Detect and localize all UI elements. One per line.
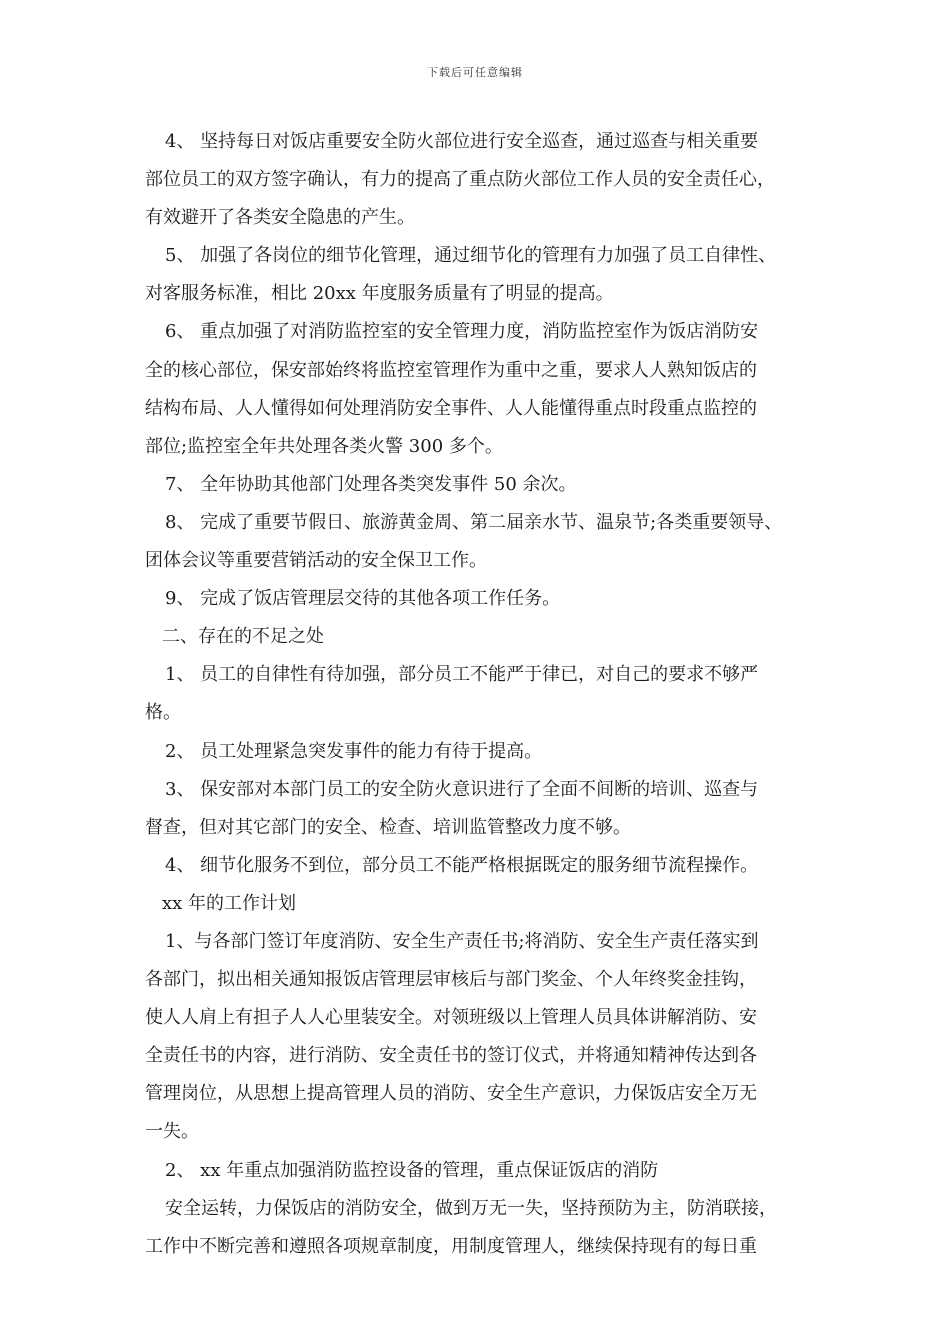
paragraph-line: 1、与各部门签订年度消防、安全生产责任书;将消防、安全生产责任落实到 xyxy=(165,930,759,952)
paragraph-line: 6、 重点加强了对消防监控室的安全管理力度，消防监控室作为饭店消防安 xyxy=(165,321,759,343)
paragraph-line: 团体会议等重要营销活动的安全保卫工作。 xyxy=(145,550,487,572)
paragraph-line: 部位员工的双方签字确认，有力的提高了重点防火部位工作人员的安全责任心， xyxy=(145,169,775,191)
page-header: 下载后可任意编辑 xyxy=(427,66,523,79)
paragraph-line: 4、 细节化服务不到位，部分员工不能严格根据既定的服务细节流程操作。 xyxy=(165,854,759,876)
section-heading: 二、存在的不足之处 xyxy=(162,626,324,648)
paragraph-line: 使人人肩上有担子人人心里装安全。对领班级以上管理人员具体讲解消防、安 xyxy=(145,1007,757,1029)
paragraph-line: 格。 xyxy=(145,702,181,724)
paragraph-line: 3、 保安部对本部门员工的安全防火意识进行了全面不间断的培训、巡查与 xyxy=(165,778,759,800)
paragraph-line: 2、 xx 年重点加强消防监控设备的管理，重点保证饭店的消防 xyxy=(165,1159,659,1181)
paragraph-line: 全责任书的内容，进行消防、安全责任书的签订仪式，并将通知精神传达到各 xyxy=(145,1045,757,1067)
paragraph-line: 有效避开了各类安全隐患的产生。 xyxy=(145,207,415,229)
document-body xyxy=(145,123,825,1266)
paragraph-line: 4、 坚持每日对饭店重要安全防火部位进行安全巡查，通过巡查与相关重要 xyxy=(165,131,759,152)
paragraph-line: 1、 员工的自律性有待加强，部分员工不能严于律已，对自己的要求不够严 xyxy=(165,664,759,686)
paragraph-line: 对客服务标准，相比 20xx 年度服务质量有了明显的提高。 xyxy=(145,283,614,305)
paragraph-line: 结构布局、人人懂得如何处理消防安全事件、人人能懂得重点时段重点监控的 xyxy=(145,397,757,419)
paragraph-line: 全的核心部位，保安部始终将监控室管理作为重中之重，要求人人熟知饭店的 xyxy=(145,359,757,381)
paragraph-line: 各部门，拟出相关通知报饭店管理层审核后与部门奖金、个人年终奖金挂钩， xyxy=(145,969,757,991)
paragraph-line: 7、 全年协助其他部门处理各类突发事件 50 余次。 xyxy=(165,473,577,495)
section-heading: xx 年的工作计划 xyxy=(162,892,297,914)
paragraph-line: 督查，但对其它部门的安全、检查、培训监管整改力度不够。 xyxy=(145,816,631,838)
paragraph-line: 安全运转，力保饭店的消防安全，做到万无一失，坚持预防为主，防消联接， xyxy=(165,1197,777,1219)
paragraph-line: 5、 加强了各岗位的细节化管理，通过细节化的管理有力加强了员工自律性、 xyxy=(165,245,777,267)
paragraph-line: 一失。 xyxy=(145,1121,199,1143)
paragraph-line: 8、 完成了重要节假日、旅游黄金周、第二届亲水节、温泉节;各类重要领导、 xyxy=(165,511,783,533)
paragraph-line: 9、 完成了饭店管理层交待的其他各项工作任务。 xyxy=(165,588,561,610)
paragraph-line: 部位;监控室全年共处理各类火警 300 多个。 xyxy=(145,435,503,457)
paragraph-line: 2、 员工处理紧急突发事件的能力有待于提高。 xyxy=(165,740,543,762)
paragraph-line: 管理岗位，从思想上提高管理人员的消防、安全生产意识，力保饭店安全万无 xyxy=(145,1083,757,1105)
paragraph-line: 工作中不断完善和遵照各项规章制度，用制度管理人，继续保持现有的每日重 xyxy=(145,1235,757,1257)
